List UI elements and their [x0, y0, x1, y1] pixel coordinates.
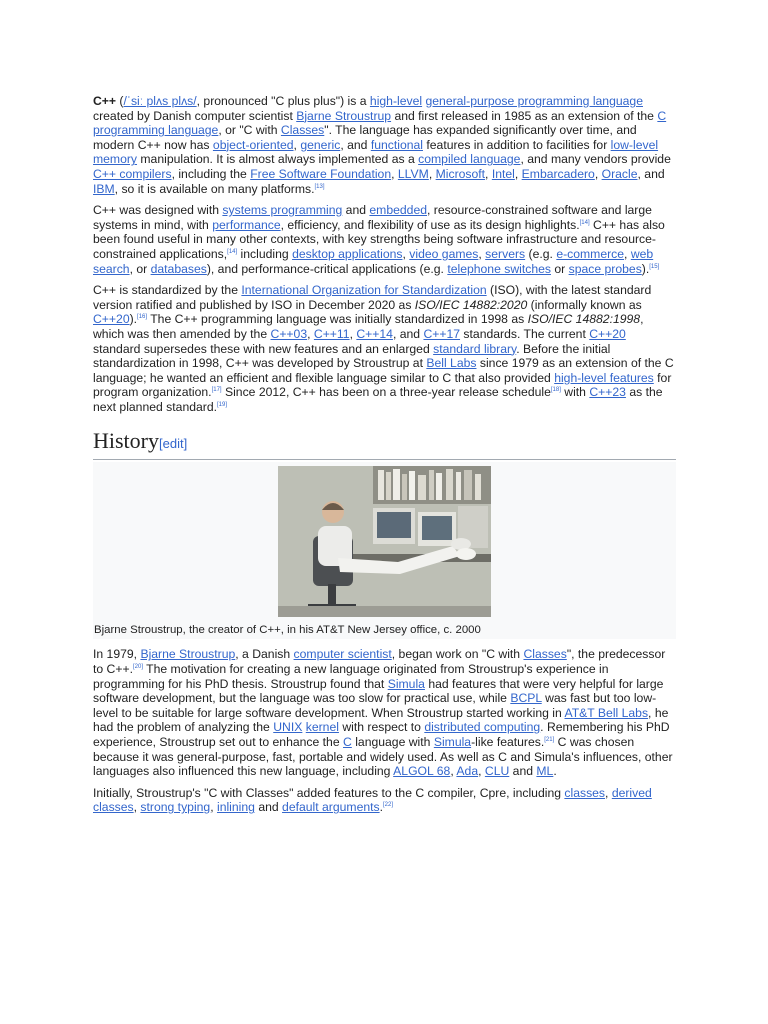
text-run: and	[509, 764, 537, 779]
wiki-link[interactable]: C++11	[313, 326, 350, 341]
text-run: ,	[428, 166, 436, 181]
text-run: ,	[605, 785, 612, 800]
wiki-link[interactable]: C++ compilers	[93, 166, 172, 181]
text-run: since 1979 as an extension of the C language; he wanted an efficient and flexible language similar to C that also provided	[93, 356, 674, 385]
text-run: created by Danish computer scientist	[93, 108, 297, 123]
wiki-link[interactable]: Embarcadero	[521, 166, 595, 181]
text-run: ,	[485, 166, 492, 181]
intro-paragraph-3	[93, 283, 676, 414]
wiki-link[interactable]: C++20	[93, 312, 130, 327]
wiki-link[interactable]: distributed computing	[424, 720, 541, 735]
intro-paragraph-2	[93, 203, 676, 276]
history-edit-link[interactable]: [edit]	[159, 436, 188, 452]
wiki-link[interactable]: strong typing	[140, 800, 211, 815]
text-run: (e.g.	[525, 246, 557, 261]
citation-ref[interactable]: [14]	[579, 219, 590, 226]
text-run: or	[551, 261, 569, 276]
wiki-link[interactable]: kernel	[305, 720, 339, 735]
wiki-link[interactable]: databases	[150, 261, 207, 276]
text-run: with respect to	[338, 720, 425, 735]
citation-ref[interactable]: [16]	[137, 314, 148, 321]
text-run: , a Danish	[235, 647, 294, 662]
wiki-link[interactable]: memory	[93, 152, 138, 167]
wiki-link[interactable]: functional	[370, 137, 423, 152]
text-run: , began work on "C with	[391, 647, 524, 662]
text-run: ,	[349, 326, 357, 341]
wiki-link[interactable]: servers	[485, 246, 526, 261]
text-run: -like features.	[471, 735, 545, 750]
history-paragraph-1	[93, 647, 676, 778]
text-run: , resource-constrained software and large systems in mind, with	[93, 203, 652, 232]
stroustrup-photo	[278, 466, 491, 617]
text-run: . Remembering his PhD experience, Stroustrup set out to enhance the	[93, 720, 670, 750]
wiki-link[interactable]: high-level features	[554, 370, 654, 385]
wiki-link[interactable]: AT&T Bell Labs	[564, 705, 649, 720]
text-run: C++ is standardized by the	[93, 283, 242, 298]
italic-text: ISO/IEC 14882:1998	[527, 312, 641, 327]
text-run: ,	[391, 166, 398, 181]
text-run: , he had the problem of analyzing the	[93, 705, 669, 735]
wiki-link[interactable]: space probes	[568, 261, 642, 276]
citation-ref[interactable]: [19]	[217, 401, 228, 408]
wiki-link[interactable]: compiled language	[418, 152, 521, 167]
wiki-link[interactable]: Classes	[523, 647, 567, 662]
wiki-link[interactable]: Oracle	[601, 166, 638, 181]
text-run: C was chosen because it was general-purpose, fast, portable and widely used. As well as C and Simula's influences, other languages also influenced this new language, including	[93, 735, 673, 779]
wiki-link[interactable]: high-level	[369, 94, 423, 108]
wiki-link[interactable]: desktop applications	[292, 246, 403, 261]
text-run: ), and performance-critical applications (e.g.	[206, 261, 448, 276]
history-heading	[93, 428, 676, 460]
wiki-link[interactable]: Bjarne Stroustrup	[140, 647, 236, 662]
wiki-link[interactable]: derived classes	[93, 785, 652, 815]
text-run: ,	[594, 166, 602, 181]
text-run: , or	[129, 261, 151, 276]
wiki-link[interactable]: C	[343, 735, 352, 750]
citation-ref[interactable]: [13]	[314, 183, 325, 190]
text-run: manipulation. It is almost always implemented as a	[137, 152, 419, 167]
wiki-link[interactable]: Microsoft	[435, 166, 486, 181]
stroustrup-figure	[93, 462, 676, 639]
wiki-link[interactable]: classes	[564, 785, 606, 800]
text-run: and first released in 1985 as an extension of the	[391, 108, 658, 123]
wiki-link[interactable]: Intel	[491, 166, 515, 181]
text-run: Initially, Stroustrup's "C with Classes" added features to the C compiler, Cpre, including	[93, 785, 565, 800]
text-run: , so it is available on many platforms.	[114, 181, 315, 196]
text-run: including	[237, 246, 293, 261]
text-run: features in addition to facilities for	[422, 137, 611, 152]
text-run: .	[379, 800, 383, 815]
wiki-link[interactable]: inlining	[216, 800, 255, 815]
history-paragraph-2	[93, 786, 676, 815]
wiki-link[interactable]: ML	[536, 764, 554, 779]
wiki-link[interactable]: embedded	[369, 203, 428, 218]
figure-caption: Bjarne Stroustrup, the creator of C++, in his AT&T New Jersey office, c. 2000	[94, 624, 481, 637]
citation-ref[interactable]: [20]	[132, 664, 143, 670]
wiki-link[interactable]: C++17	[423, 326, 461, 341]
wiki-link[interactable]: general-purpose programming language	[425, 94, 643, 108]
text-run: ,	[210, 800, 217, 815]
wiki-link[interactable]: IBM	[93, 181, 115, 196]
text-run: as the next planned standard.	[93, 385, 663, 414]
text-run: C++ was designed with	[93, 203, 223, 218]
citation-ref[interactable]: [21]	[544, 736, 555, 743]
text-run: with	[560, 385, 590, 400]
text-run: . Before the initial standardization in 1998, C++ was developed by Stroustrup at	[93, 341, 611, 371]
text-run: was fast but too low-level to be suitable for large software development. When Stroustrup started working in	[93, 691, 657, 720]
text-run: , or "C with	[218, 123, 281, 138]
text-run: In 1979,	[93, 647, 141, 662]
text-run: ,	[478, 246, 486, 261]
text-run: for program organization.	[93, 370, 672, 400]
wiki-link[interactable]: UNIX	[273, 720, 303, 735]
text-run: (informally known as	[527, 297, 642, 312]
text-run: standard supersedes these with new features and an enlarged	[93, 341, 434, 356]
wiki-link[interactable]: Simula	[433, 735, 472, 750]
wiki-link[interactable]: LLVM	[397, 166, 429, 181]
wiki-link[interactable]: C++03	[270, 326, 308, 341]
wiki-link[interactable]: generic	[300, 137, 341, 152]
text-run: ,	[478, 764, 485, 779]
history-heading-text: History	[93, 428, 159, 454]
citation-ref[interactable]: [22]	[383, 802, 394, 809]
text-run: ,	[293, 137, 301, 152]
wiki-link[interactable]: Simula	[387, 676, 425, 691]
wiki-link[interactable]: standard library	[433, 341, 517, 356]
wiki-link[interactable]: BCPL	[510, 691, 542, 706]
text-run: and	[342, 203, 370, 218]
wiki-link[interactable]: C++20	[589, 326, 626, 341]
text-run: , efficiency, and flexibility of use as its design highlights.	[280, 217, 580, 232]
italic-text: ISO/IEC 14882:2020	[414, 297, 528, 312]
wiki-link[interactable]: Free Software Foundation	[250, 166, 392, 181]
text-run: (ISO), with the latest standard version ratified and published by ISO in December 2020 as	[93, 283, 652, 312]
bold-term: C++	[93, 94, 117, 108]
text-run: ,	[624, 246, 631, 261]
text-run: The C++ programming language was initially standardized in 1998 as	[147, 312, 528, 327]
wiki-link[interactable]: C programming language	[93, 108, 667, 138]
wiki-link[interactable]: low-level	[610, 137, 659, 152]
text-run: had features that were very helpful for large software development, but the language was too slow for practical use, while	[93, 676, 664, 706]
text-run: , pronounced "C plus plus") is a	[196, 94, 370, 108]
citation-ref[interactable]: [17]	[211, 387, 222, 394]
text-run: ,	[133, 800, 141, 815]
text-run: ,	[514, 166, 522, 181]
text-run: , which was then amended by the	[93, 312, 644, 341]
intro-paragraph-1	[93, 94, 676, 196]
wiki-link[interactable]: CLU	[484, 764, 510, 779]
text-run: ,	[307, 326, 314, 341]
article-body	[93, 94, 676, 822]
wiki-link[interactable]: computer scientist	[293, 647, 392, 662]
wiki-link[interactable]: Ada	[456, 764, 479, 779]
text-run: , and many vendors provide	[520, 152, 671, 167]
text-run: ,	[402, 246, 410, 261]
wiki-link[interactable]: telephone switches	[447, 261, 551, 276]
text-run: C++ has also been found useful in many other contexts, with key strengths being software infrastructure and resource-constrained applications,	[93, 217, 665, 261]
text-run: ". The language has expanded significantly over time, and modern C++ now has	[93, 123, 637, 152]
text-run: ).	[641, 261, 650, 276]
text-run: standards. The current	[460, 326, 590, 341]
text-run: The motivation for creating a new language originated from Stroustrup's experience in programming for his PhD thesis. Stroustrup found that	[93, 662, 609, 691]
citation-ref[interactable]: [14]	[227, 248, 238, 255]
wiki-link[interactable]: default arguments	[282, 800, 380, 815]
text-run: ).	[129, 312, 138, 327]
wiki-link[interactable]: C++23	[589, 385, 626, 400]
wiki-link[interactable]: web search	[93, 246, 654, 276]
wiki-link[interactable]: /ˈsiː plʌs plʌs/	[123, 94, 197, 108]
text-run: ", the predecessor to C++.	[93, 647, 666, 677]
wiki-link[interactable]: Bjarne Stroustrup	[296, 108, 392, 123]
text-run: Since 2012, C++ has been on a three-year release schedule	[221, 385, 551, 400]
text-run: and	[254, 800, 283, 815]
text-run: , including the	[171, 166, 251, 181]
text-run: language with	[351, 735, 434, 750]
wiki-link[interactable]: systems programming	[222, 203, 343, 218]
wiki-link[interactable]: object-oriented	[212, 137, 294, 152]
wiki-link[interactable]: video games	[409, 246, 479, 261]
text-run: .	[553, 764, 557, 779]
wiki-link[interactable]: C++14	[356, 326, 393, 341]
wiki-link[interactable]: Bell Labs	[426, 356, 477, 371]
photo-illustration	[278, 466, 491, 617]
text-run: , and	[340, 137, 371, 152]
wiki-link[interactable]: ALGOL 68	[393, 764, 451, 779]
wiki-link[interactable]: International Organization for Standardization	[241, 283, 487, 298]
text-run: ,	[450, 764, 457, 779]
wiki-link[interactable]: performance	[212, 217, 281, 232]
citation-ref[interactable]: [18]	[550, 387, 561, 394]
text-run: , and	[392, 326, 424, 341]
text-run: , and	[637, 166, 665, 181]
wiki-link[interactable]: e-commerce	[556, 246, 625, 261]
text-run: (	[116, 94, 124, 108]
wiki-link[interactable]: Classes	[280, 123, 325, 138]
citation-ref[interactable]: [15]	[649, 263, 660, 270]
